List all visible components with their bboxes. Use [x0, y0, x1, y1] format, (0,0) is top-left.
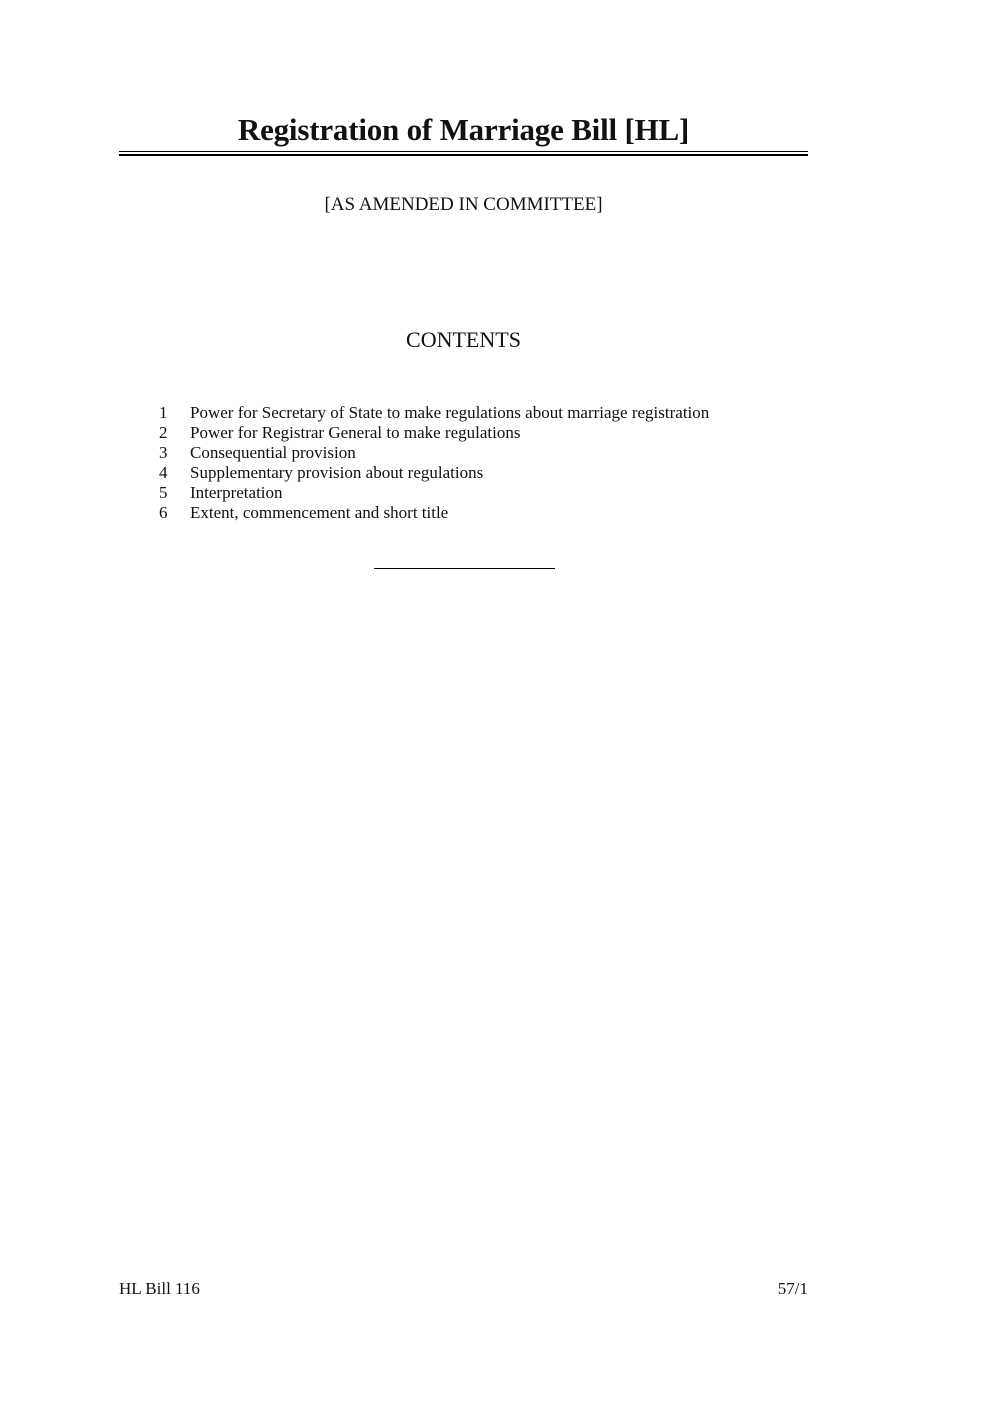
contents-item — [150, 463, 709, 483]
contents-item — [150, 503, 709, 523]
contents-heading: CONTENTS — [406, 327, 521, 352]
clause-title: Power for Secretary of State to make regulations about marriage registration — [190, 403, 710, 422]
amendment-status: [AS AMENDED IN COMMITTEE] — [324, 194, 603, 215]
contents-end-rule — [374, 568, 555, 569]
clause-title: Supplementary provision about regulations — [190, 463, 484, 482]
clause-number: 6 — [159, 503, 168, 522]
clause-title: Interpretation — [190, 483, 283, 502]
title-rule-thick — [119, 154, 808, 156]
bill-title: Registration of Marriage Bill [HL] — [237, 112, 690, 147]
clause-number: 4 — [159, 463, 168, 482]
clause-title: Power for Registrar General to make regulations — [190, 423, 521, 442]
title-rule-thin — [119, 151, 808, 152]
clause-title: Extent, commencement and short title — [190, 503, 449, 522]
clause-number: 3 — [159, 443, 168, 462]
clause-number: 2 — [159, 423, 168, 442]
print-reference: 57/1 — [777, 1279, 808, 1298]
clause-number: 5 — [159, 483, 168, 502]
bill-reference: HL Bill 116 — [119, 1279, 200, 1298]
clause-title: Consequential provision — [190, 443, 356, 462]
contents-list — [150, 403, 709, 523]
contents-item — [150, 443, 709, 463]
clause-number: 1 — [159, 403, 168, 422]
contents-item — [150, 423, 709, 443]
contents-item — [150, 403, 709, 423]
contents-item — [150, 483, 709, 503]
